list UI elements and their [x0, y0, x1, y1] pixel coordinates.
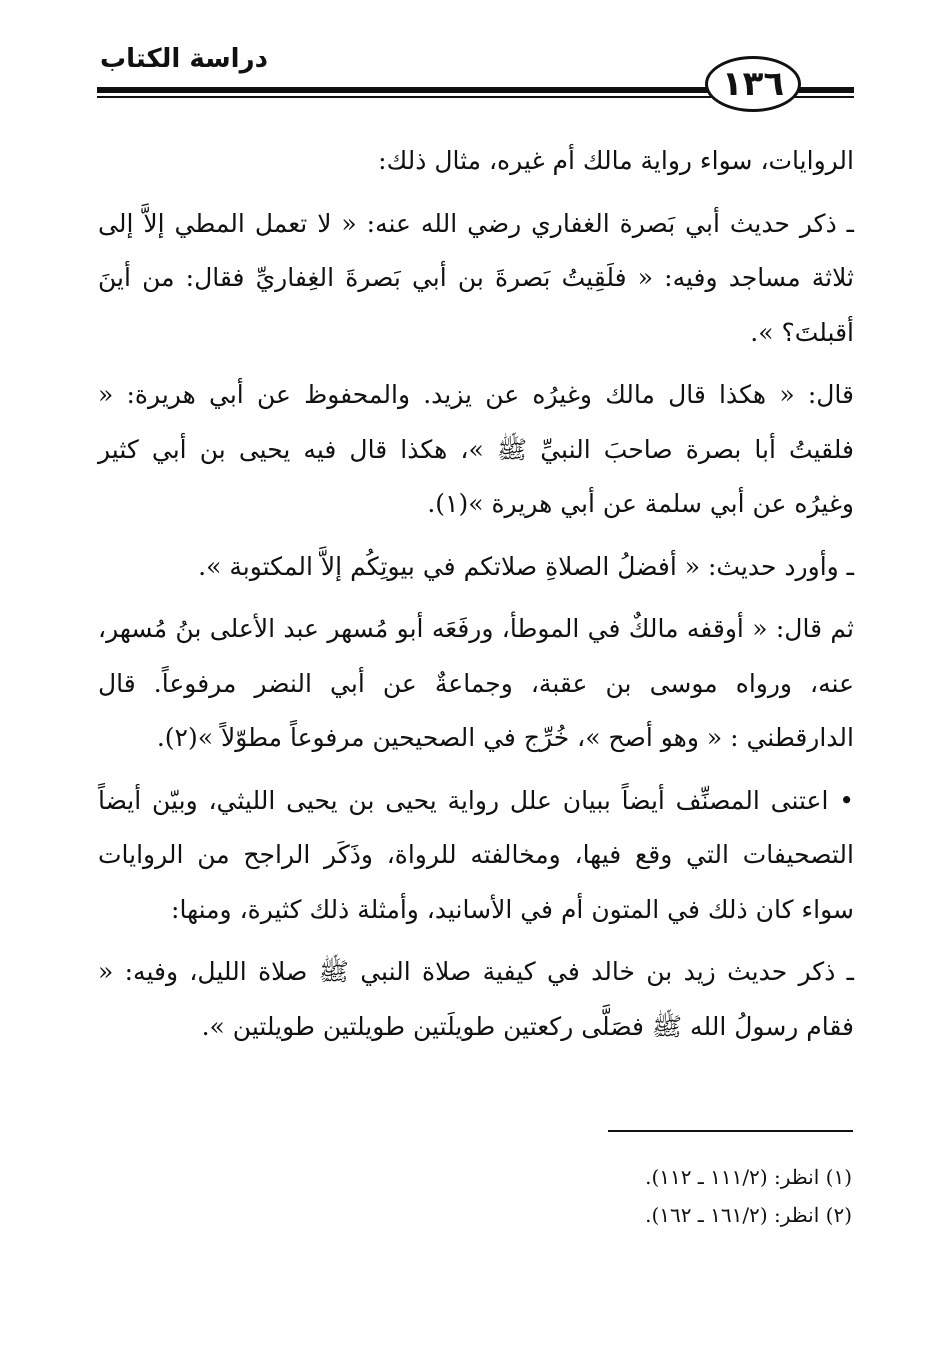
paragraph-5: ثم قال: « أوقفه مالكٌ في الموطأ، ورفَعَه أبو مُسهر عبد الأعلى بنُ مُسهر، عنه، ورواه موسى بن عقبة، وجماعةٌ عن أبي النضر مرفوعاً. قال الدارقطني : « وهو أصح »، خُرِّج في الصحيحين مرفوعاً مطوّلاً »(٢).: [98, 614, 854, 752]
footnotes: [400, 1158, 852, 1234]
paragraph-4: ـ وأورد حديث: « أفضلُ الصلاةِ صلاتكم في بيوتِكُم إلاَّ المكتوبة ».: [198, 551, 854, 581]
footnote-1: (١) انظر: (١١١/٢ ـ ١١٢).: [645, 1165, 852, 1189]
main-text: [98, 134, 854, 1054]
paragraph-7: ـ ذكر حديث زيد بن خالد في كيفية صلاة النبي ﷺ صلاة الليل، وفيه: « فقام رسولُ الله ﷺ فصَلَّى ركعتين طويلَتين طويلتين طويلتين ».: [98, 957, 854, 1041]
page-number-badge: ١٣٦: [705, 56, 801, 112]
paragraph-1: الروايات، سواء رواية مالك أم غيره، مثال ذلك:: [378, 146, 854, 175]
paragraph-2: ـ ذكر حديث أبي بَصرة الغفاري رضي الله عنه: « لا تعمل المطي إلاَّ إلى ثلاثة مساجد وفيه: « فلَقِيتُ بَصرةَ بن أبي بَصرةَ الغِفاريِّ فقال: من أينَ أقبلتَ؟ ».: [98, 208, 854, 347]
footnote-separator: [608, 1130, 853, 1132]
running-header-title: دراسة الكتاب: [100, 44, 268, 74]
paragraph-3: قال: « هكذا قال مالك وغيرُه عن يزيد. والمحفوظ عن أبي هريرة: « فلقيتُ أبا بصرة صاحبَ النبيِّ ﷺ »، هكذا قال فيه يحيى بن أبي كثير وغيرُه عن أبي سلمة عن أبي هريرة »(١).: [98, 380, 854, 518]
paragraph-6: • اعتنى المصنِّف أيضاً ببيان علل رواية يحيى بن يحيى الليثي، وبيّن أيضاً التصحيفات التي وقع فيها، ومخالفته للرواة، وذَكَر الراجح من الروايات سواء كان ذلك في المتون أم في الأسانيد، وأمثلة ذلك كثيرة، ومنها:: [98, 785, 854, 924]
footnote-2: (٢) انظر: (١٦١/٢ ـ ١٦٢).: [645, 1203, 852, 1227]
